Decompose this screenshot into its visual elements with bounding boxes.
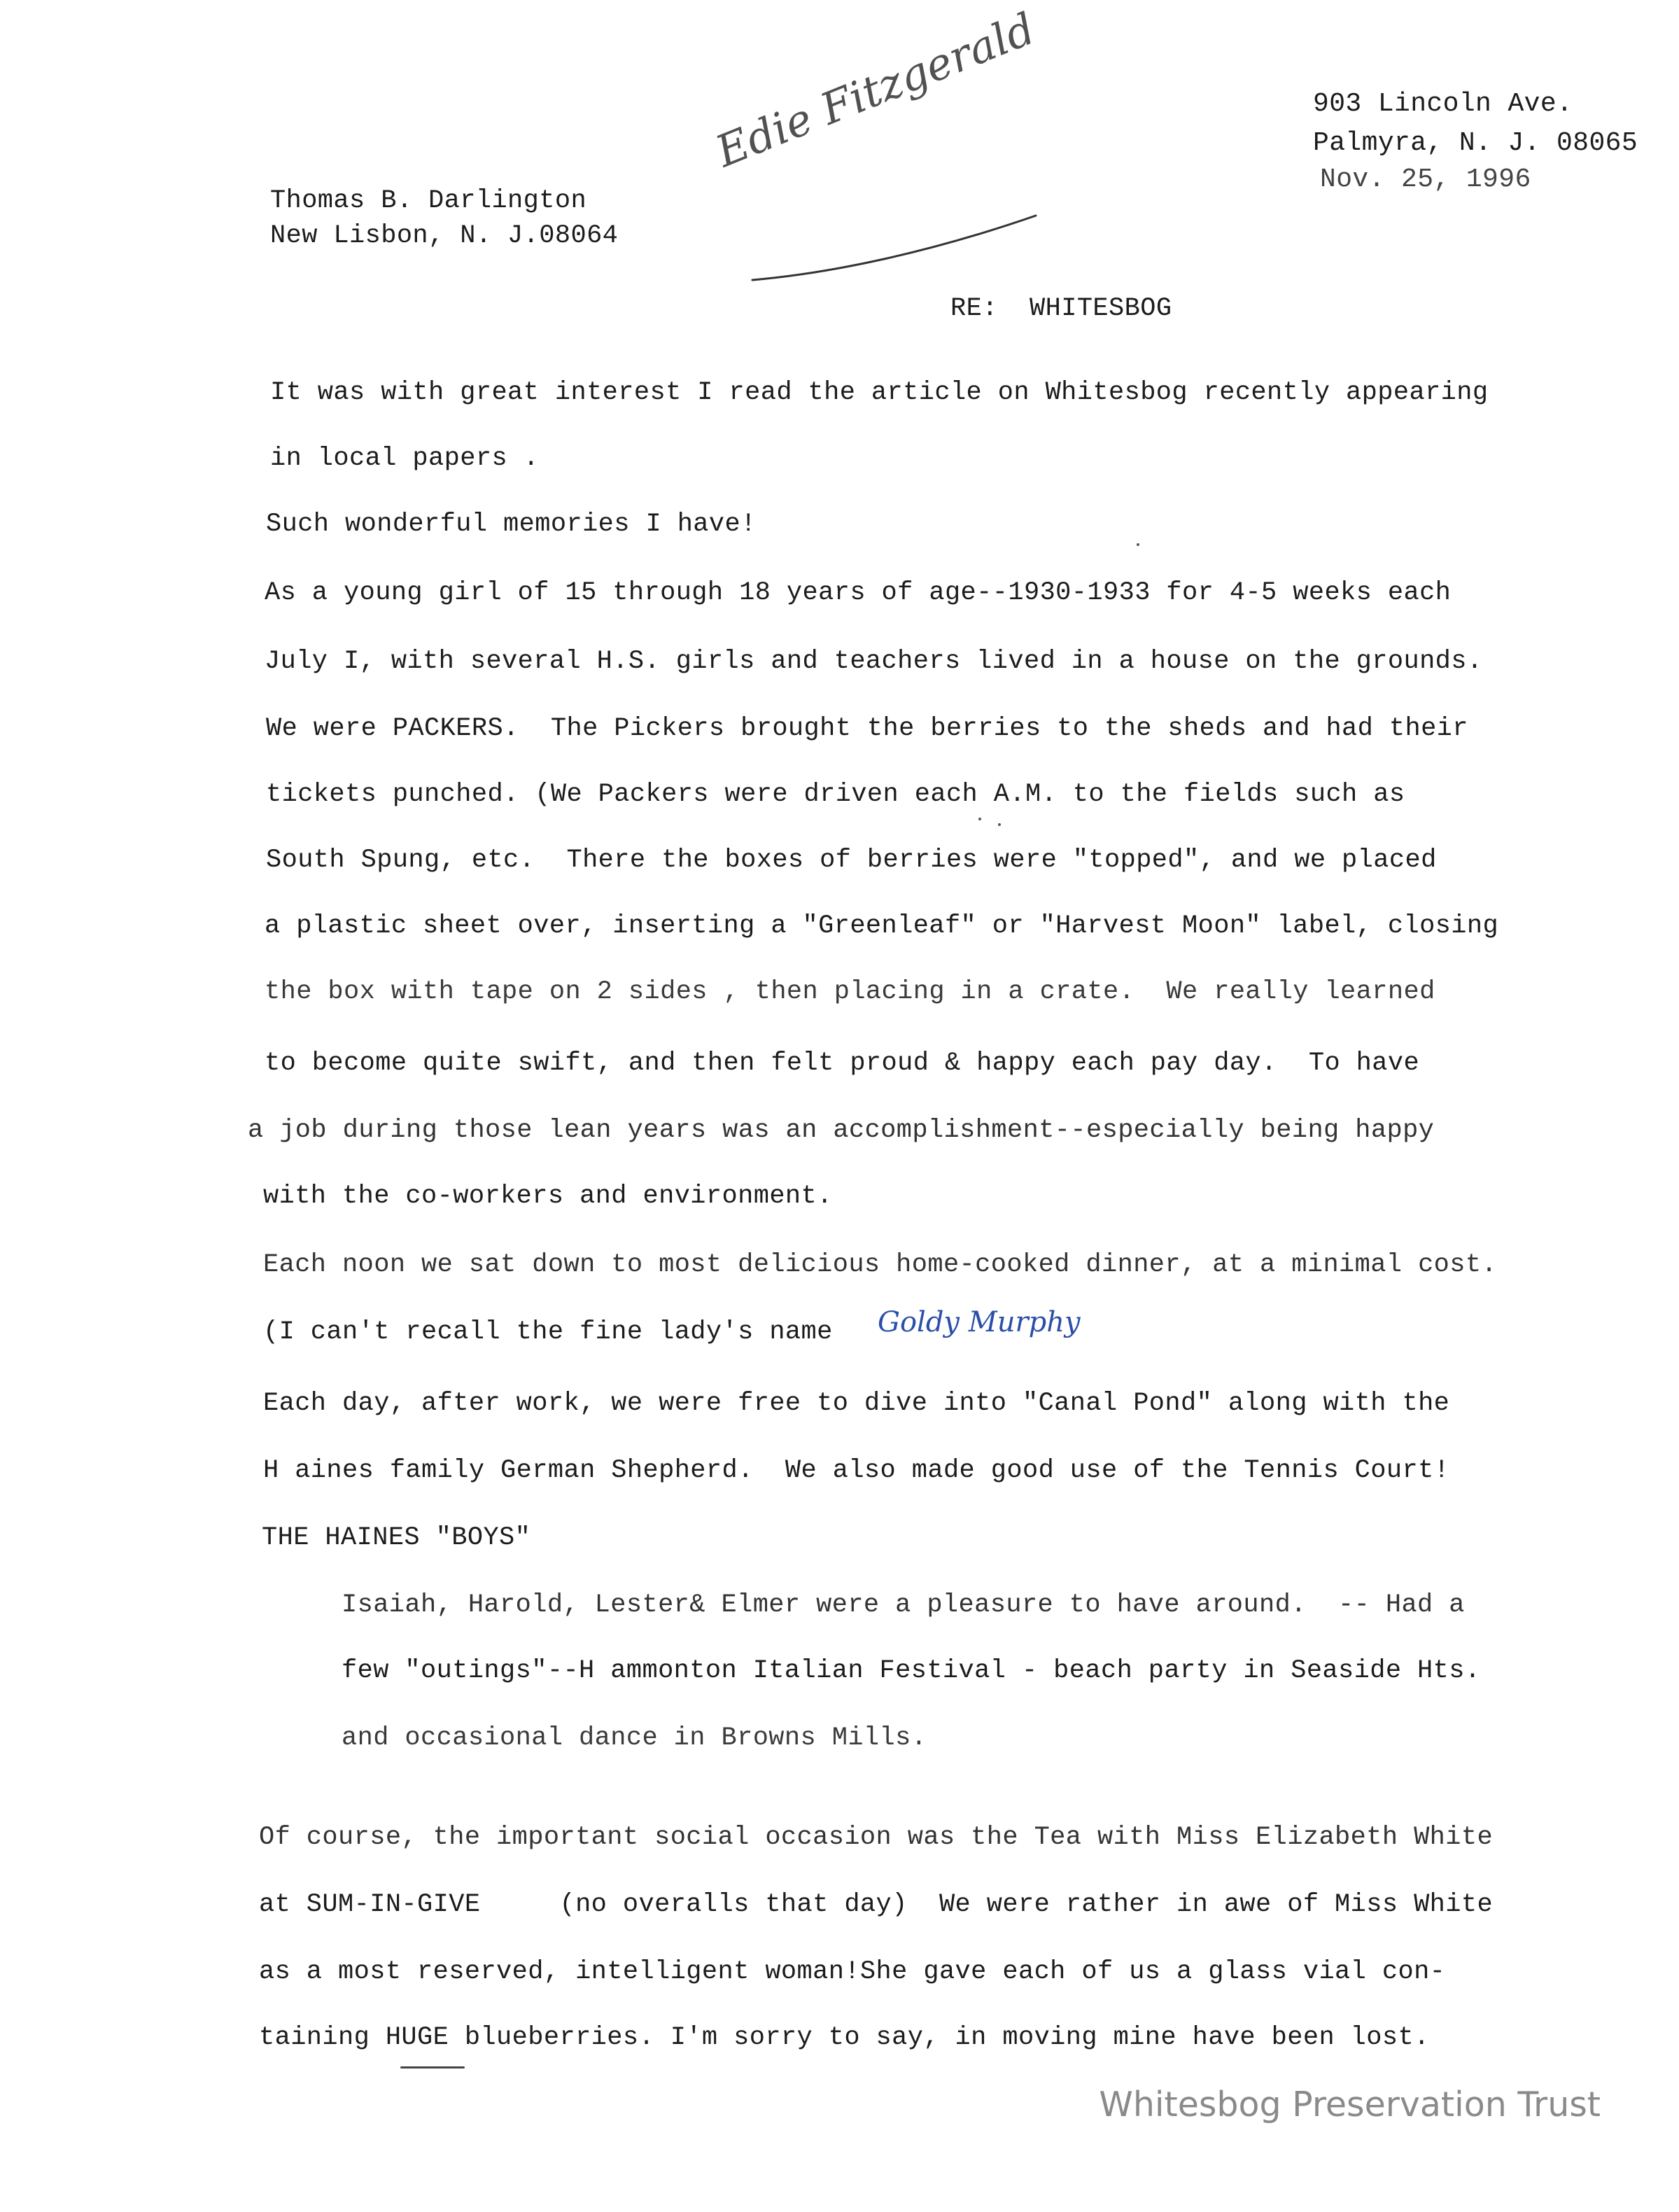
body-line: Each noon we sat down to most delicious home-cooked dinner, at a minimal cost. xyxy=(263,1250,1498,1280)
recipient-name: Thomas B. Darlington xyxy=(270,186,587,216)
body-line: taining HUGE blueberries. I'm sorry to say, in moving mine have been lost. xyxy=(259,2023,1430,2052)
body-line: THE HAINES "BOYS" xyxy=(262,1523,531,1553)
body-line: at SUM-IN-GIVE (no overalls that day) We were rather in awe of Miss White xyxy=(259,1890,1494,1919)
ink-speck xyxy=(1137,543,1139,546)
ink-speck xyxy=(998,823,1001,826)
body-line: South Spung, etc. There the boxes of berries were "topped", and we placed xyxy=(266,846,1437,875)
body-line: Isaiah, Harold, Lester& Elmer were a pleasure to have around. -- Had a xyxy=(342,1590,1465,1620)
recipient-city: New Lisbon, N. J.08064 xyxy=(270,221,619,251)
pencil-underline xyxy=(400,2066,465,2068)
subject-line: RE: WHITESBOG xyxy=(950,294,1172,323)
handwritten-corner-note: Edie Fitzgerald xyxy=(708,2,1042,178)
sender-street: 903 Lincoln Ave. xyxy=(1313,89,1573,119)
ink-speck xyxy=(978,818,981,820)
body-line: As a young girl of 15 through 18 years of age--1930-1933 for 4-5 weeks each xyxy=(265,578,1452,608)
body-line: We were PACKERS. The Pickers brought the berries to the sheds and had their xyxy=(266,714,1468,743)
handwritten-name-note: Goldy Murphy xyxy=(878,1306,1081,1338)
body-line: with the co-workers and environment. xyxy=(263,1182,833,1211)
body-line: as a most reserved, intelligent woman!She gave each of us a glass vial con- xyxy=(259,1957,1446,1987)
body-line: Such wonderful memories I have! xyxy=(266,510,757,539)
body-line: Of course, the important social occasion was the Tea with Miss Elizabeth White xyxy=(259,1823,1494,1852)
body-line: (I can't recall the fine lady's name xyxy=(263,1317,833,1347)
letter-date: Nov. 25, 1996 xyxy=(1320,164,1531,195)
body-line: tickets punched. (We Packers were driven each A.M. to the fields such as xyxy=(266,780,1405,809)
body-line: few "outings"--H ammonton Italian Festival - beach party in Seaside Hts. xyxy=(342,1656,1481,1686)
body-line: and occasional dance in Browns Mills. xyxy=(342,1723,927,1753)
body-line: in local papers . xyxy=(270,444,540,473)
body-line: H aines family German Shepherd. We also made good use of the Tennis Court! xyxy=(263,1456,1450,1485)
watermark-text: Whitesbog Preservation Trust xyxy=(1099,2085,1601,2124)
handwritten-swash xyxy=(749,210,1043,294)
body-line: It was with great interest I read the article on Whitesbog recently appearing xyxy=(270,378,1489,407)
body-line: to become quite swift, and then felt proud & happy each pay day. To have xyxy=(265,1049,1420,1078)
body-line: Each day, after work, we were free to dive into "Canal Pond" along with the xyxy=(263,1389,1450,1418)
body-line: July I, with several H.S. girls and teachers lived in a house on the grounds. xyxy=(265,647,1483,676)
body-line: the box with tape on 2 sides , then placing in a crate. We really learned xyxy=(265,977,1435,1007)
body-line: a job during those lean years was an accomplishment--especially being happy xyxy=(248,1116,1435,1145)
sender-city: Palmyra, N. J. 08065 xyxy=(1313,128,1638,158)
body-line: a plastic sheet over, inserting a "Greenleaf" or "Harvest Moon" label, closing xyxy=(265,911,1499,941)
